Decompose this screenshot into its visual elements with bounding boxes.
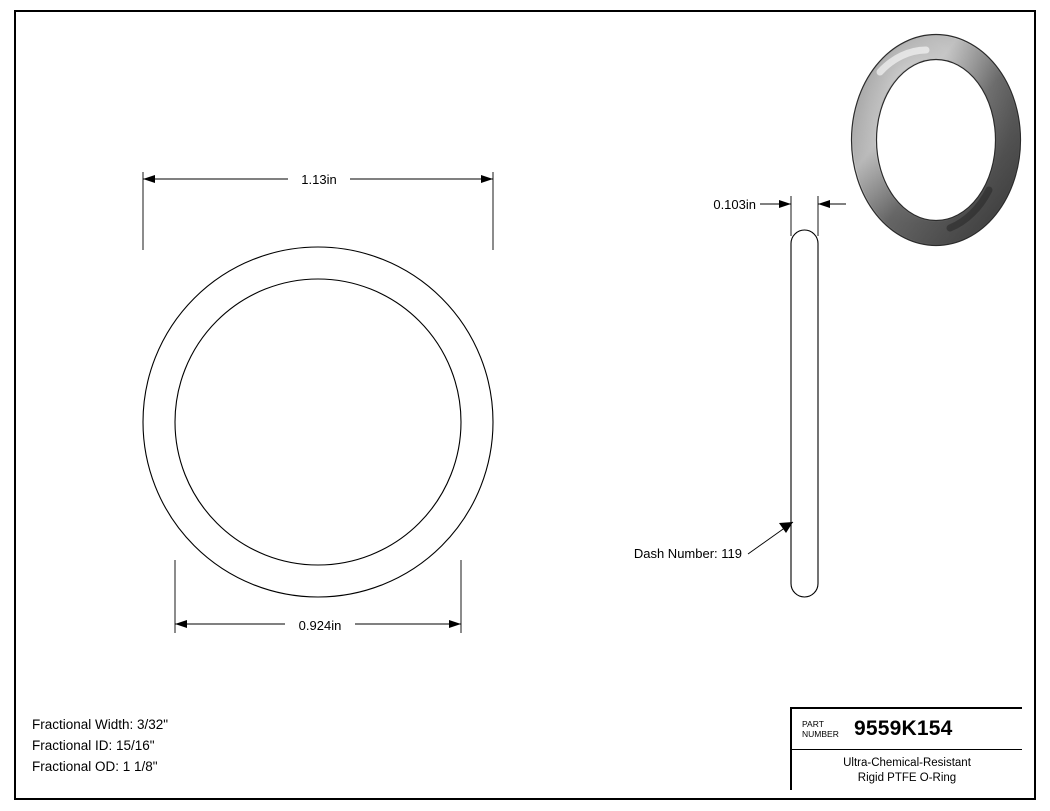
title-block-part-row	[792, 709, 1022, 750]
spec-fractional-width: Fractional Width: 3/32"	[32, 717, 169, 732]
front-view-ring	[143, 247, 493, 597]
width-dimension-label: 0.103in	[713, 197, 756, 212]
description-line2: Rigid PTFE O-Ring	[857, 772, 957, 784]
dash-number-label: Dash Number: 119	[633, 546, 742, 561]
width-dimension	[713, 196, 846, 236]
spec-fractional-od: Fractional OD: 1 1/8"	[32, 759, 158, 774]
side-view-section	[791, 230, 818, 597]
part-number-caption	[792, 719, 854, 739]
od-dimension-label: 1.13in	[301, 172, 337, 187]
description-line1: Ultra-Chemical-Resistant	[843, 757, 971, 769]
od-dimension	[143, 170, 493, 250]
oring-photo	[852, 35, 1021, 246]
title-block	[790, 707, 1022, 790]
part-number-caption-line2: NUMBER	[802, 729, 839, 739]
title-block-description	[792, 750, 1022, 786]
part-number-caption-line1: PART	[802, 719, 824, 729]
id-dimension-label: 0.924in	[298, 618, 342, 633]
dash-number-callout	[634, 522, 793, 561]
part-number-value: 9559K154	[854, 717, 953, 740]
spec-fractional-id: Fractional ID: 15/16"	[32, 738, 155, 753]
spec-list	[32, 714, 168, 777]
